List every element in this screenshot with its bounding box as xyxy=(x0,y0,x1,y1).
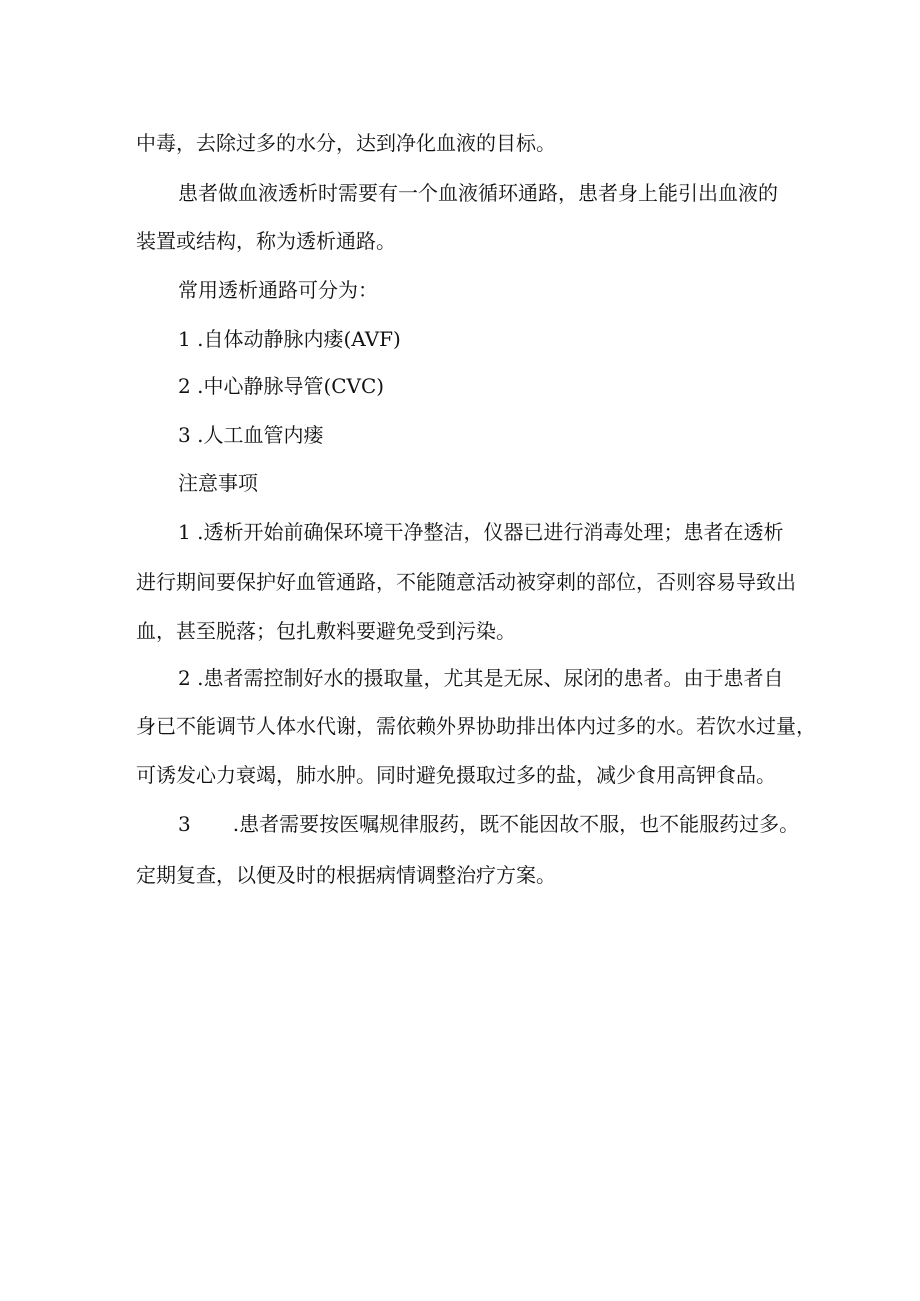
text-line: 装置或结构，称为透析通路。 xyxy=(136,229,396,253)
list-item: 3 .人工血管内瘘 xyxy=(178,423,324,447)
text-line: 患者做血液透析时需要有一个血液循环通路，患者身上能引出血液的 xyxy=(178,181,778,205)
list-item: 1 .自体动静脉内瘘(AVF) xyxy=(178,327,401,351)
list-number: 3 xyxy=(178,812,191,836)
text-line: 1 .透析开始前确保环境干净整洁，仪器已进行消毒处理；患者在透析 xyxy=(178,520,784,544)
text-line xyxy=(178,807,920,841)
text-line: 血，甚至脱落；包扎敷料要避免受到污染。 xyxy=(136,619,516,643)
text-line: 中毒，去除过多的水分，达到净化血液的目标。 xyxy=(136,131,556,155)
text-line: 可诱发心力衰竭，肺水肿。同时避免摄取过多的盐，减少食用高钾食品。 xyxy=(136,763,776,787)
section-heading: 注意事项 xyxy=(178,471,258,495)
text-line: 定期复查，以便及时的根据病情调整治疗方案。 xyxy=(136,863,556,887)
text-line: 2 .患者需控制好水的摄取量，尤其是无尿、尿闭的患者。由于患者自 xyxy=(178,666,784,690)
text-line: 身已不能调节人体水代谢，需依赖外界协助排出体内过多的水。若饮水过量， xyxy=(136,714,816,738)
list-text: .患者需要按医嘱规律服药，既不能因故不服，也不能服药过多。 xyxy=(232,812,800,836)
text-line: 常用透析通路可分为： xyxy=(178,278,378,302)
list-item: 2 .中心静脉导管(CVC) xyxy=(178,374,385,398)
text-line: 进行期间要保护好血管通路，不能随意活动被穿刺的部位，否则容易导致出 xyxy=(136,570,796,594)
